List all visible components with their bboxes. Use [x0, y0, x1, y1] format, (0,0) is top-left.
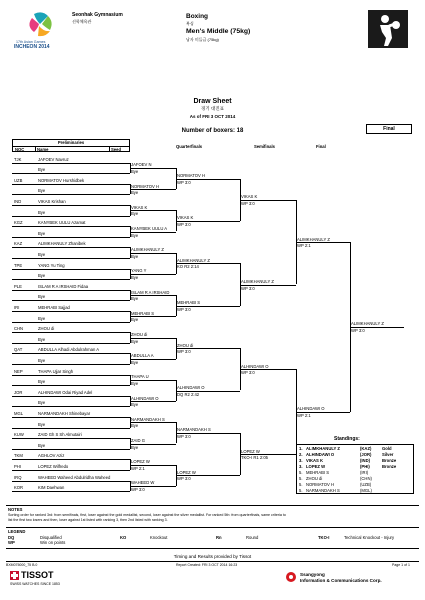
entry-noc: KOR [14, 485, 24, 491]
sf-result: WP 3:0 [241, 200, 255, 206]
qf-winner: NARMANDAKH S [177, 427, 211, 433]
event-name: Men's Middle (75kg) [186, 28, 251, 35]
qf-winner: VIKAS K [177, 215, 194, 221]
entry-noc: NEP [14, 368, 23, 374]
entry-bye: Bye [38, 315, 46, 321]
r1-result: Bye [131, 253, 139, 259]
entry-name: NORMATOV Hurshidbek [38, 177, 85, 183]
entry-underline [12, 258, 130, 259]
standing-rank: 3. [299, 464, 303, 469]
report-created: Report Created: FRI 3 OCT 2014 16:23 [176, 563, 238, 567]
event-name-ko: 남자 미들급 (75kg) [186, 37, 219, 42]
qf-result: WP 3:0 [177, 306, 191, 312]
sponsor-logo: Ssangyong Information & Communications Corp. [286, 570, 420, 590]
r1-result: Bye [131, 359, 139, 365]
entry-bye: Bye [38, 188, 46, 194]
standing-name: VIKAS K [306, 458, 323, 463]
entry-noc: UZB [14, 177, 23, 183]
entry-name: ZAID Gh S Sh Almutairi [38, 432, 82, 438]
entry-underline [12, 375, 130, 376]
tissot-logo: TISSOT SWISS WATCHES SINCE 1853 [10, 570, 60, 586]
qf-result: DQ R2 2:42 [177, 391, 200, 397]
r1-name: KANYBEK UULU A [131, 226, 168, 231]
entry-underline [12, 481, 130, 482]
final-header: Final [316, 144, 326, 149]
entry-noc: KUW [14, 432, 24, 438]
qf-winner: ZHOU di [177, 342, 194, 348]
entry-name: YANG Yu Ting [38, 262, 65, 268]
r1-result: WP 3:0 [131, 486, 145, 492]
qf-result: WP 3:0 [177, 349, 191, 355]
entry-noc: TJK [14, 156, 22, 162]
standing-noc: (CHN) [360, 476, 372, 481]
entry-name: VIKAS Krishan [38, 198, 66, 204]
qf-header: Quarterfinals [176, 144, 203, 149]
entry-underline [12, 364, 130, 365]
entry-name: MEHRABI Sajjad [38, 304, 70, 310]
standing-name: NARMANDAKH S [306, 488, 340, 493]
r1-result: Bye [131, 423, 139, 429]
entry-name: KIM Daehwan [38, 485, 65, 491]
entry-bye: Bye [38, 421, 46, 427]
entry-underline [12, 449, 130, 450]
sf-result: TKO-I R1 2:05 [241, 455, 268, 461]
final-contender-result: WP 2:1 [297, 243, 311, 249]
entry-underline [12, 300, 130, 301]
standing-medal: Silver [382, 452, 394, 457]
r1-name: MEHRABI S [131, 310, 155, 316]
entry-noc: PHI [14, 463, 21, 469]
venue-name: Seonhak Gymnasium [72, 12, 123, 18]
standing-rank: 1. [299, 446, 303, 451]
r1-name: ZAID G [131, 438, 145, 443]
r1-name: JAFOEV N [131, 162, 152, 168]
r1-name: VIKAS K [131, 204, 148, 210]
standings-panel [296, 437, 414, 495]
entry-noc: IND [14, 198, 22, 204]
sf-result: WP 3:0 [241, 285, 255, 291]
qf-result: WP 3:0 [177, 179, 191, 185]
r1-result: Bye [131, 232, 139, 238]
final-box: Final [366, 124, 412, 134]
entry-underline [12, 194, 130, 195]
standing-rank: 2. [299, 452, 303, 457]
entry-name: JAFOEV Navruz [38, 156, 69, 162]
venue-name-ko: 선학체육관 [72, 19, 92, 24]
entry-underline [12, 184, 130, 185]
entry-name: WAHEED Waheed Abdulridha Waheed [38, 474, 111, 480]
r1-name: ALHINDAWI O [131, 395, 159, 401]
entry-bye: Bye [38, 442, 46, 448]
entry-noc: MGL [14, 410, 24, 416]
r1-name: THAPA U [131, 374, 149, 380]
entry-underline [12, 290, 130, 291]
prelim-header: Preliminaries NOC Name Seed [12, 139, 130, 152]
entry-name: AGHLOV Aziz [38, 453, 65, 459]
entry-underline [12, 247, 130, 248]
entry-noc: IRQ [14, 474, 22, 480]
entry-underline [12, 269, 130, 270]
sf-winner: ALHINDAWI O [241, 363, 269, 369]
r1-result: Bye [131, 444, 139, 450]
r1-result: Bye [131, 338, 139, 344]
r1-name: ISLAM R A IRSHAID [131, 289, 170, 295]
standing-noc: (UZB) [360, 482, 372, 487]
entry-underline [12, 322, 130, 323]
standing-name: NORMATOV H [306, 482, 334, 487]
standing-noc: (PHI) [360, 464, 370, 469]
r1-result: Bye [131, 296, 139, 302]
standing-rank: 5. [299, 476, 303, 481]
entry-underline [12, 216, 130, 217]
r1-result: Bye [131, 274, 139, 280]
sport-name: Boxing [186, 13, 209, 20]
entry-underline [12, 332, 130, 333]
entry-noc: JOR [14, 389, 23, 395]
entry-noc: CHN [14, 326, 24, 332]
standing-rank: 5. [299, 470, 303, 475]
r1-name: NARMANDAKH S [131, 416, 165, 422]
final-contender-result: WP 2:1 [297, 412, 311, 418]
entry-name: ALHINDAWI Odai Riyad Adel [38, 389, 93, 395]
standing-rank: 5. [299, 488, 303, 493]
standing-medal: Gold [382, 446, 392, 451]
sf-winner: VIKAS K [241, 194, 258, 200]
entry-noc: IRI [14, 304, 20, 310]
entry-underline [12, 396, 130, 397]
standing-noc: (JOR) [360, 452, 372, 457]
entry-underline [12, 173, 130, 174]
entry-underline [12, 406, 130, 407]
entry-underline [12, 343, 130, 344]
report-code: BXM075000_75 B.0 [6, 563, 38, 567]
standing-name: LOPEZ W [306, 464, 326, 469]
standing-rank: 3. [299, 458, 303, 463]
entry-underline [12, 205, 130, 206]
r1-result: Bye [131, 402, 139, 408]
entry-name: ABDULLA Alhadi Abdulrahman A [38, 347, 99, 353]
final-contender: ALHINDAWI O [297, 406, 325, 412]
entry-underline [12, 417, 130, 418]
r1-result: WP 2:1 [131, 465, 145, 471]
entry-underline [12, 491, 130, 492]
entry-name: THAPA Ujjar Singh [38, 368, 74, 374]
sf-result: WP 3:0 [241, 370, 255, 376]
games-logo: 17th Asian Games INCHEON 2014 [12, 10, 72, 52]
entry-bye: Bye [38, 251, 46, 257]
qf-winner: MEHRABI S [177, 300, 201, 306]
standing-rank: 5. [299, 482, 303, 487]
entry-noc: QAT [14, 347, 23, 353]
r1-result: Bye [131, 190, 139, 196]
standings-title: Standings: [334, 436, 360, 442]
entry-name: KANYBEK UULU Azamat [38, 220, 86, 226]
final-contender: ALIMKHANULY Z [297, 236, 330, 242]
r1-name: YANG Y [131, 268, 147, 274]
r1-name: ALIMKHANULY Z [131, 247, 164, 253]
entry-name: ALIMKHANULY Zhanibek [38, 241, 86, 247]
legend-section: LEGEND DQ Disqualified KO Knockout Rn Round TKO-I Technical Knockout - Injury WP Win on points [6, 527, 419, 549]
entry-underline [12, 237, 130, 238]
entry-underline [12, 438, 130, 439]
entry-bye: Bye [38, 336, 46, 342]
champion-name: ALIMKHANULY Z [351, 321, 384, 327]
sf-winner: LOPEZ W [241, 448, 260, 454]
sport-name-ko: 복싱 [186, 21, 194, 26]
timing-credit: Timing and Results provided by Tissot [173, 554, 252, 559]
entry-underline [12, 353, 130, 354]
r1-result: Bye [131, 380, 139, 386]
entry-bye: Bye [38, 230, 46, 236]
standing-name: ALHINDAWI O [306, 452, 335, 457]
r1-name: LOPEZ W [131, 459, 150, 465]
sf-header: Semifinals [254, 144, 275, 149]
entry-name: ISLAM R A IRSHAID Fidaa [38, 283, 89, 289]
r1-name: ABDULLA A [131, 353, 154, 359]
standing-noc: (KAZ) [360, 446, 372, 451]
entry-underline [12, 470, 130, 471]
entry-noc: TKM [14, 453, 23, 459]
r1-name: ZHOU di [131, 332, 148, 337]
standing-noc: (MGL) [360, 488, 372, 493]
entry-bye: Bye [38, 294, 46, 300]
entry-underline [12, 226, 130, 227]
r1-result: Bye [131, 211, 139, 217]
qf-result: WP 3:0 [177, 433, 191, 439]
qf-result: WP 3:0 [177, 221, 191, 227]
entry-underline [12, 428, 130, 429]
qf-result: WP 3:0 [177, 476, 191, 482]
standing-name: ZHOU di [306, 476, 323, 481]
r1-result: Bye [131, 168, 139, 174]
qf-result: KO R2 2:14 [177, 264, 199, 270]
qf-winner: ALHINDAWI O [177, 385, 205, 390]
page-title: Draw Sheet [193, 98, 232, 105]
entry-bye: Bye [38, 167, 46, 173]
standing-noc: (IRI) [360, 470, 369, 475]
entry-bye: Bye [38, 357, 46, 363]
qf-winner: ALIMKHANULY Z [177, 257, 210, 263]
standing-medal: Bronze [382, 458, 397, 463]
entry-name: LOPEZ Wilfredo [38, 463, 69, 469]
entry-underline [12, 385, 130, 386]
entry-underline [12, 459, 130, 460]
entry-bye: Bye [38, 400, 46, 406]
entry-bye: Bye [38, 379, 46, 385]
boxer-count: Number of boxers: 18 [181, 128, 244, 134]
sf-winner: ALIMKHANULY Z [241, 279, 274, 284]
entry-noc: KAZ [14, 241, 23, 247]
standing-name: ALIMKHANULY Z [306, 446, 340, 451]
qf-winner: LOPEZ W [177, 469, 196, 475]
entry-underline [12, 311, 130, 312]
page-title-ko: 경기 대진표 [201, 106, 224, 111]
qf-winner: NORMATOV H [177, 173, 205, 178]
entry-bye: Bye [38, 209, 46, 215]
entry-underline [12, 163, 130, 164]
r1-name: NORMATOV H [131, 183, 159, 189]
entry-underline [12, 279, 130, 280]
as-of-date: As of FRI 3 OCT 2014 [189, 114, 236, 119]
r1-result: Bye [131, 317, 139, 323]
entry-noc: KGZ [14, 220, 23, 226]
standing-noc: (IND) [360, 458, 371, 463]
entry-name: ZHOU di [38, 326, 55, 332]
champion-result: WP 3:0 [351, 327, 365, 333]
standing-medal: Bronze [382, 464, 397, 469]
entry-noc: PLE [14, 283, 22, 289]
standing-name: MEHRABI S [306, 470, 330, 475]
notes-section: NOTES Sorting order for ranked 3rd: from semifinals, first, loser against the gold medallist, second, loser against the silver medallist. For ranked 5th: from quarterfinals, same criteria to list the first two losers and then, loser against 1st listed with ranking 3, then 2nd listed with ranking 3. [6, 505, 419, 527]
entry-noc: TPE [14, 262, 23, 268]
r1-name: WAHEED W [131, 480, 155, 486]
entry-bye: Bye [38, 273, 46, 279]
page-number: Page 1 of 1 [392, 563, 410, 567]
entry-name: NARMANDAKH Shinebayar [38, 410, 91, 416]
